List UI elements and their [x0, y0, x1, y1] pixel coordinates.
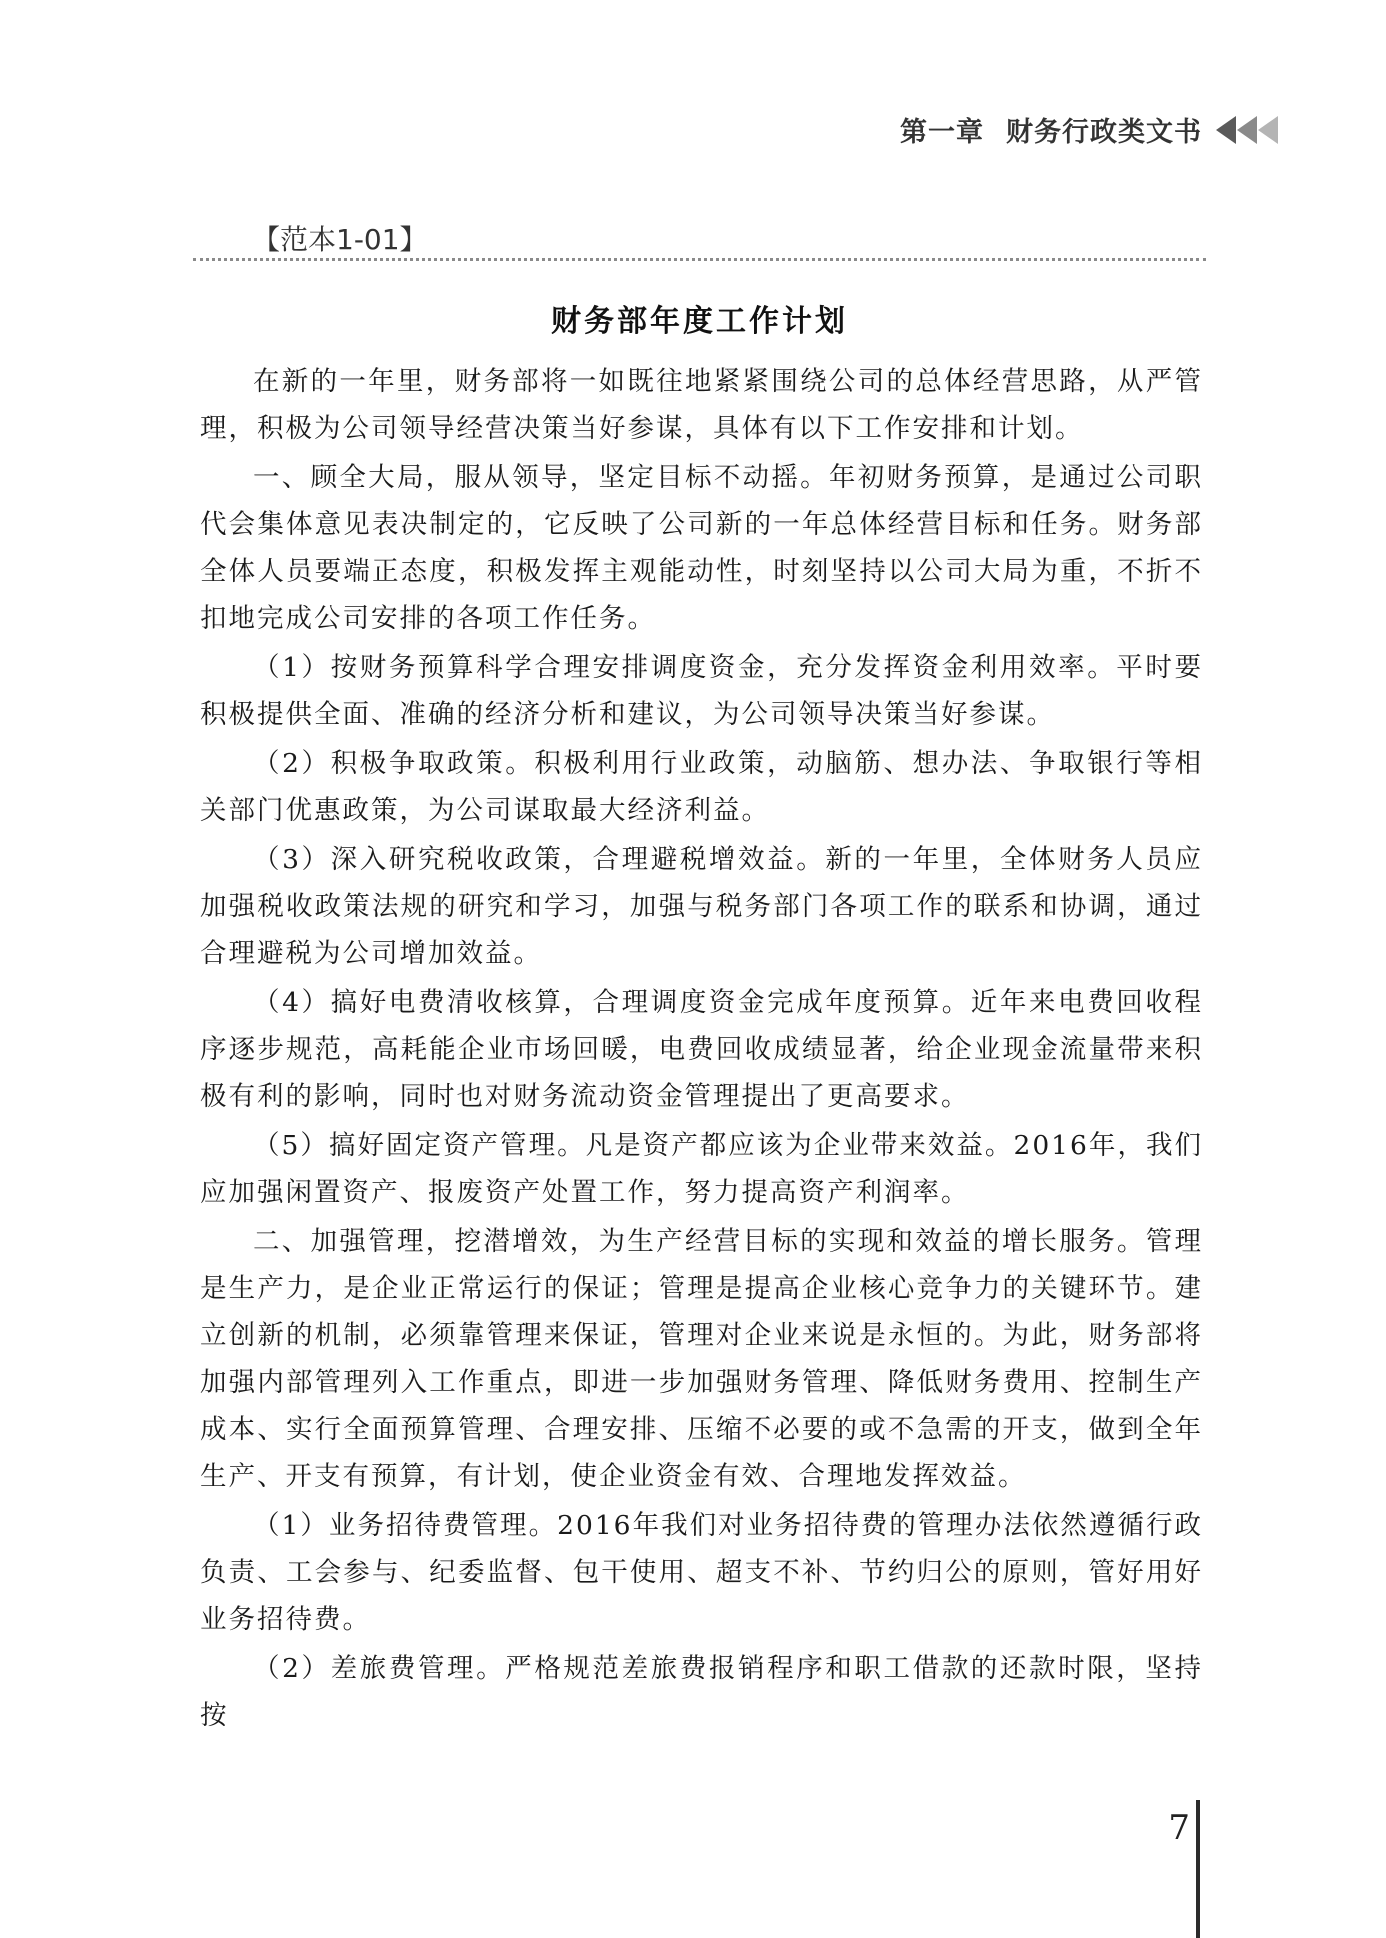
paragraph: 在新的一年里，财务部将一如既往地紧紧围绕公司的总体经营思路，从严管理，积极为公司领导经营决策当好参谋，具体有以下工作安排和计划。 [200, 366, 1203, 444]
paragraph: （4）搞好电费清收核算，合理调度资金完成年度预算。近年来电费回收程序逐步规范，高耗能企业市场回暖，电费回收成绩显著，给企业现金流量带来积极有利的影响，同时也对财务流动资金管理提出了更高要求。 [200, 987, 1203, 1112]
paragraph: （1）按财务预算科学合理安排调度资金，充分发挥资金利用效率。平时要积极提供全面、准确的经济分析和建议，为公司领导决策当好参谋。 [200, 652, 1203, 730]
body-text [200, 358, 1203, 1741]
chapter-title: 财务行政类文书 [1006, 117, 1202, 148]
running-header [900, 110, 1278, 149]
paragraph: （1）业务招待费管理。2016年我们对业务招待费的管理办法依然遵循行政负责、工会参与、纪委监督、包干使用、超支不补、节约归公的原则，管好用好业务招待费。 [200, 1510, 1203, 1635]
dotted-divider [193, 258, 1206, 261]
paragraph: （2）差旅费管理。严格规范差旅费报销程序和职工借款的还款时限，坚持按 [200, 1653, 1203, 1731]
paragraph: 一、顾全大局，服从领导，坚定目标不动摇。年初财务预算，是通过公司职代会集体意见表决制定的，它反映了公司新的一年总体经营目标和任务。财务部全体人员要端正态度，积极发挥主观能动性，时刻坚持以公司大局为重，不折不扣地完成公司安排的各项工作任务。 [200, 462, 1203, 634]
paragraph: （5）搞好固定资产管理。凡是资产都应该为企业带来效益。2016年，我们应加强闲置资产、报废资产处置工作，努力提高资产利润率。 [200, 1130, 1203, 1208]
chapter-heading [900, 110, 1202, 149]
triple-left-arrow-icon [1216, 114, 1278, 146]
paragraph: （2）积极争取政策。积极利用行业政策，动脑筋、想办法、争取银行等相关部门优惠政策，为公司谋取最大经济利益。 [200, 748, 1203, 826]
paragraph: （3）深入研究税收政策，合理避税增效益。新的一年里，全体财务人员应加强税收政策法规的研究和学习，加强与税务部门各项工作的联系和协调，通过合理避税为公司增加效益。 [200, 844, 1203, 969]
paragraph: 二、加强管理，挖潜增效，为生产经营目标的实现和效益的增长服务。管理是生产力，是企业正常运行的保证；管理是提高企业核心竞争力的关键环节。建立创新的机制，必须靠管理来保证，管理对企业来说是永恒的。为此，财务部将加强内部管理列入工作重点，即进一步加强财务管理、降低财务费用、控制生产成本、实行全面预算管理、合理安排、压缩不必要的或不急需的开支，做到全年生产、开支有预算，有计划，使企业资金有效、合理地发挥效益。 [200, 1226, 1203, 1492]
document-title: 财务部年度工作计划 [551, 304, 848, 339]
page-number: 7 [1168, 1808, 1190, 1848]
sample-label: 【范本1-01】 [252, 223, 428, 256]
page-edge-rule [1196, 1800, 1200, 1938]
chapter-number: 第一章 [900, 117, 984, 148]
